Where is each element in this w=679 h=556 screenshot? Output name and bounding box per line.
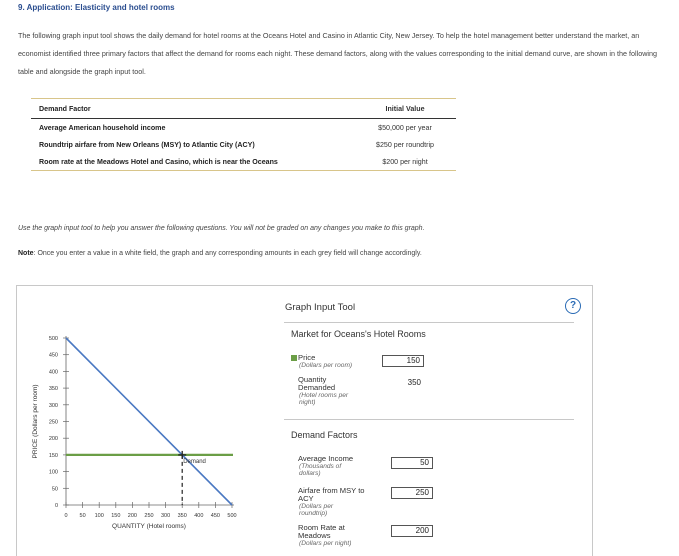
price-unit: (Dollars per room) (299, 362, 353, 369)
y-tick-label: 150 (48, 452, 58, 459)
demand-factors-title: Demand Factors (291, 430, 358, 440)
y-tick-label: 450 (48, 352, 58, 359)
quantity-label-line2: Demanded (298, 383, 336, 392)
income-input[interactable]: 50 (391, 457, 433, 469)
y-tick-label: 350 (48, 386, 58, 393)
x-tick-label: 0 (64, 513, 68, 519)
y-tick-label: 100 (48, 469, 58, 476)
airfare-input[interactable]: 250 (391, 487, 433, 499)
y-tick-label: 0 (54, 503, 58, 509)
y-tick-label: 300 (48, 402, 58, 409)
factor-name: Room rate at the Meadows Hotel and Casino, which is near the Oceans (39, 157, 278, 166)
quantity-label: Quantity (298, 375, 327, 384)
demand-chart (17, 286, 282, 556)
quantity-demanded-value: 350 (407, 378, 421, 387)
divider (284, 322, 574, 323)
room-rate-unit: (Dollars per night) (299, 540, 352, 547)
airfare-label: Airfare from MSY to (298, 486, 365, 495)
x-tick-label: 200 (127, 513, 137, 519)
factor-name: Roundtrip airfare from New Orleans (MSY) to Atlantic City (ACY) (39, 140, 255, 149)
quantity-unit-line2: night) (299, 399, 316, 406)
header-demand-factor: Demand Factor (39, 104, 91, 113)
table-header-row (31, 99, 456, 119)
note-body: : Once you enter a value in a white field, the graph and any corresponding amounts in each grey field will change accordingly. (33, 250, 422, 257)
header-initial-value: Initial Value (385, 104, 425, 113)
y-tick-label: 500 (48, 336, 58, 342)
factor-value: $250 per roundtrip (376, 140, 434, 149)
graph-input-tool (16, 285, 593, 556)
price-label: Price (298, 353, 316, 362)
price-line-swatch-icon (291, 355, 297, 361)
x-tick-label: 50 (79, 513, 86, 519)
x-tick-label: 450 (210, 513, 220, 519)
x-tick-label: 150 (111, 513, 121, 519)
tool-title: Graph Input Tool (285, 302, 356, 313)
airfare-unit: (Dollars per (299, 503, 334, 510)
y-axis-label: PRICE (Dollars per room) (32, 384, 39, 459)
airfare-unit-line2: roundtrip) (299, 510, 328, 517)
price-input[interactable]: 150 (382, 355, 424, 367)
room-rate-input[interactable]: 200 (391, 525, 433, 537)
income-unit-line2: dollars) (299, 470, 321, 477)
factor-name: Average American household income (39, 123, 166, 132)
factor-value: $200 per night (382, 157, 428, 166)
y-tick-label: 250 (48, 419, 58, 426)
x-tick-label: 250 (144, 513, 154, 519)
y-tick-label: 400 (48, 369, 58, 376)
x-tick-label: 100 (94, 513, 104, 519)
airfare-label-line2: ACY (298, 494, 314, 503)
x-tick-label: 350 (177, 513, 187, 519)
divider (284, 419, 574, 420)
quantity-unit: (Hotel rooms per (299, 392, 349, 399)
factor-value: $50,000 per year (378, 123, 432, 132)
room-rate-label: Room Rate at (298, 523, 345, 532)
y-tick-label: 50 (51, 486, 58, 493)
demand-factor-table (31, 98, 456, 171)
table-row (31, 136, 456, 153)
demand-curve (66, 338, 232, 505)
y-tick-label: 200 (48, 436, 58, 443)
x-axis-label: QUANTITY (Hotel rooms) (112, 523, 186, 530)
help-icon[interactable]: ? (565, 298, 581, 314)
instruction-text: Use the graph input tool to help you answer the following questions. You will not be graded on any changes you make to this graph. (18, 225, 425, 232)
table-row (31, 119, 456, 136)
demand-curve-label: Demand (183, 458, 206, 465)
room-rate-label-line2: Meadows (298, 531, 331, 540)
x-tick-label: 500 (227, 513, 237, 519)
intro-paragraph: The following graph input tool shows the daily demand for hotel rooms at the Oceans Hotel and Casino in Atlantic City, New Jersey. To help the hotel management better understand the market, an economist identified three primary factors that affect the demand for rooms each night. These demand factors, along with the values corresponding to the initial demand curve, are shown in the following table and alongside the graph input tool. (18, 31, 657, 76)
note-text (18, 250, 422, 257)
note-label: Note (18, 250, 34, 257)
x-tick-label: 400 (194, 513, 204, 519)
income-label: Average Income (298, 454, 354, 463)
market-title: Market for Oceans's Hotel Rooms (291, 329, 426, 339)
question-title: 9. Application: Elasticity and hotel rooms (18, 3, 175, 12)
income-unit: (Thousands of (299, 463, 342, 470)
x-tick-label: 300 (161, 513, 171, 519)
table-row (31, 153, 456, 170)
